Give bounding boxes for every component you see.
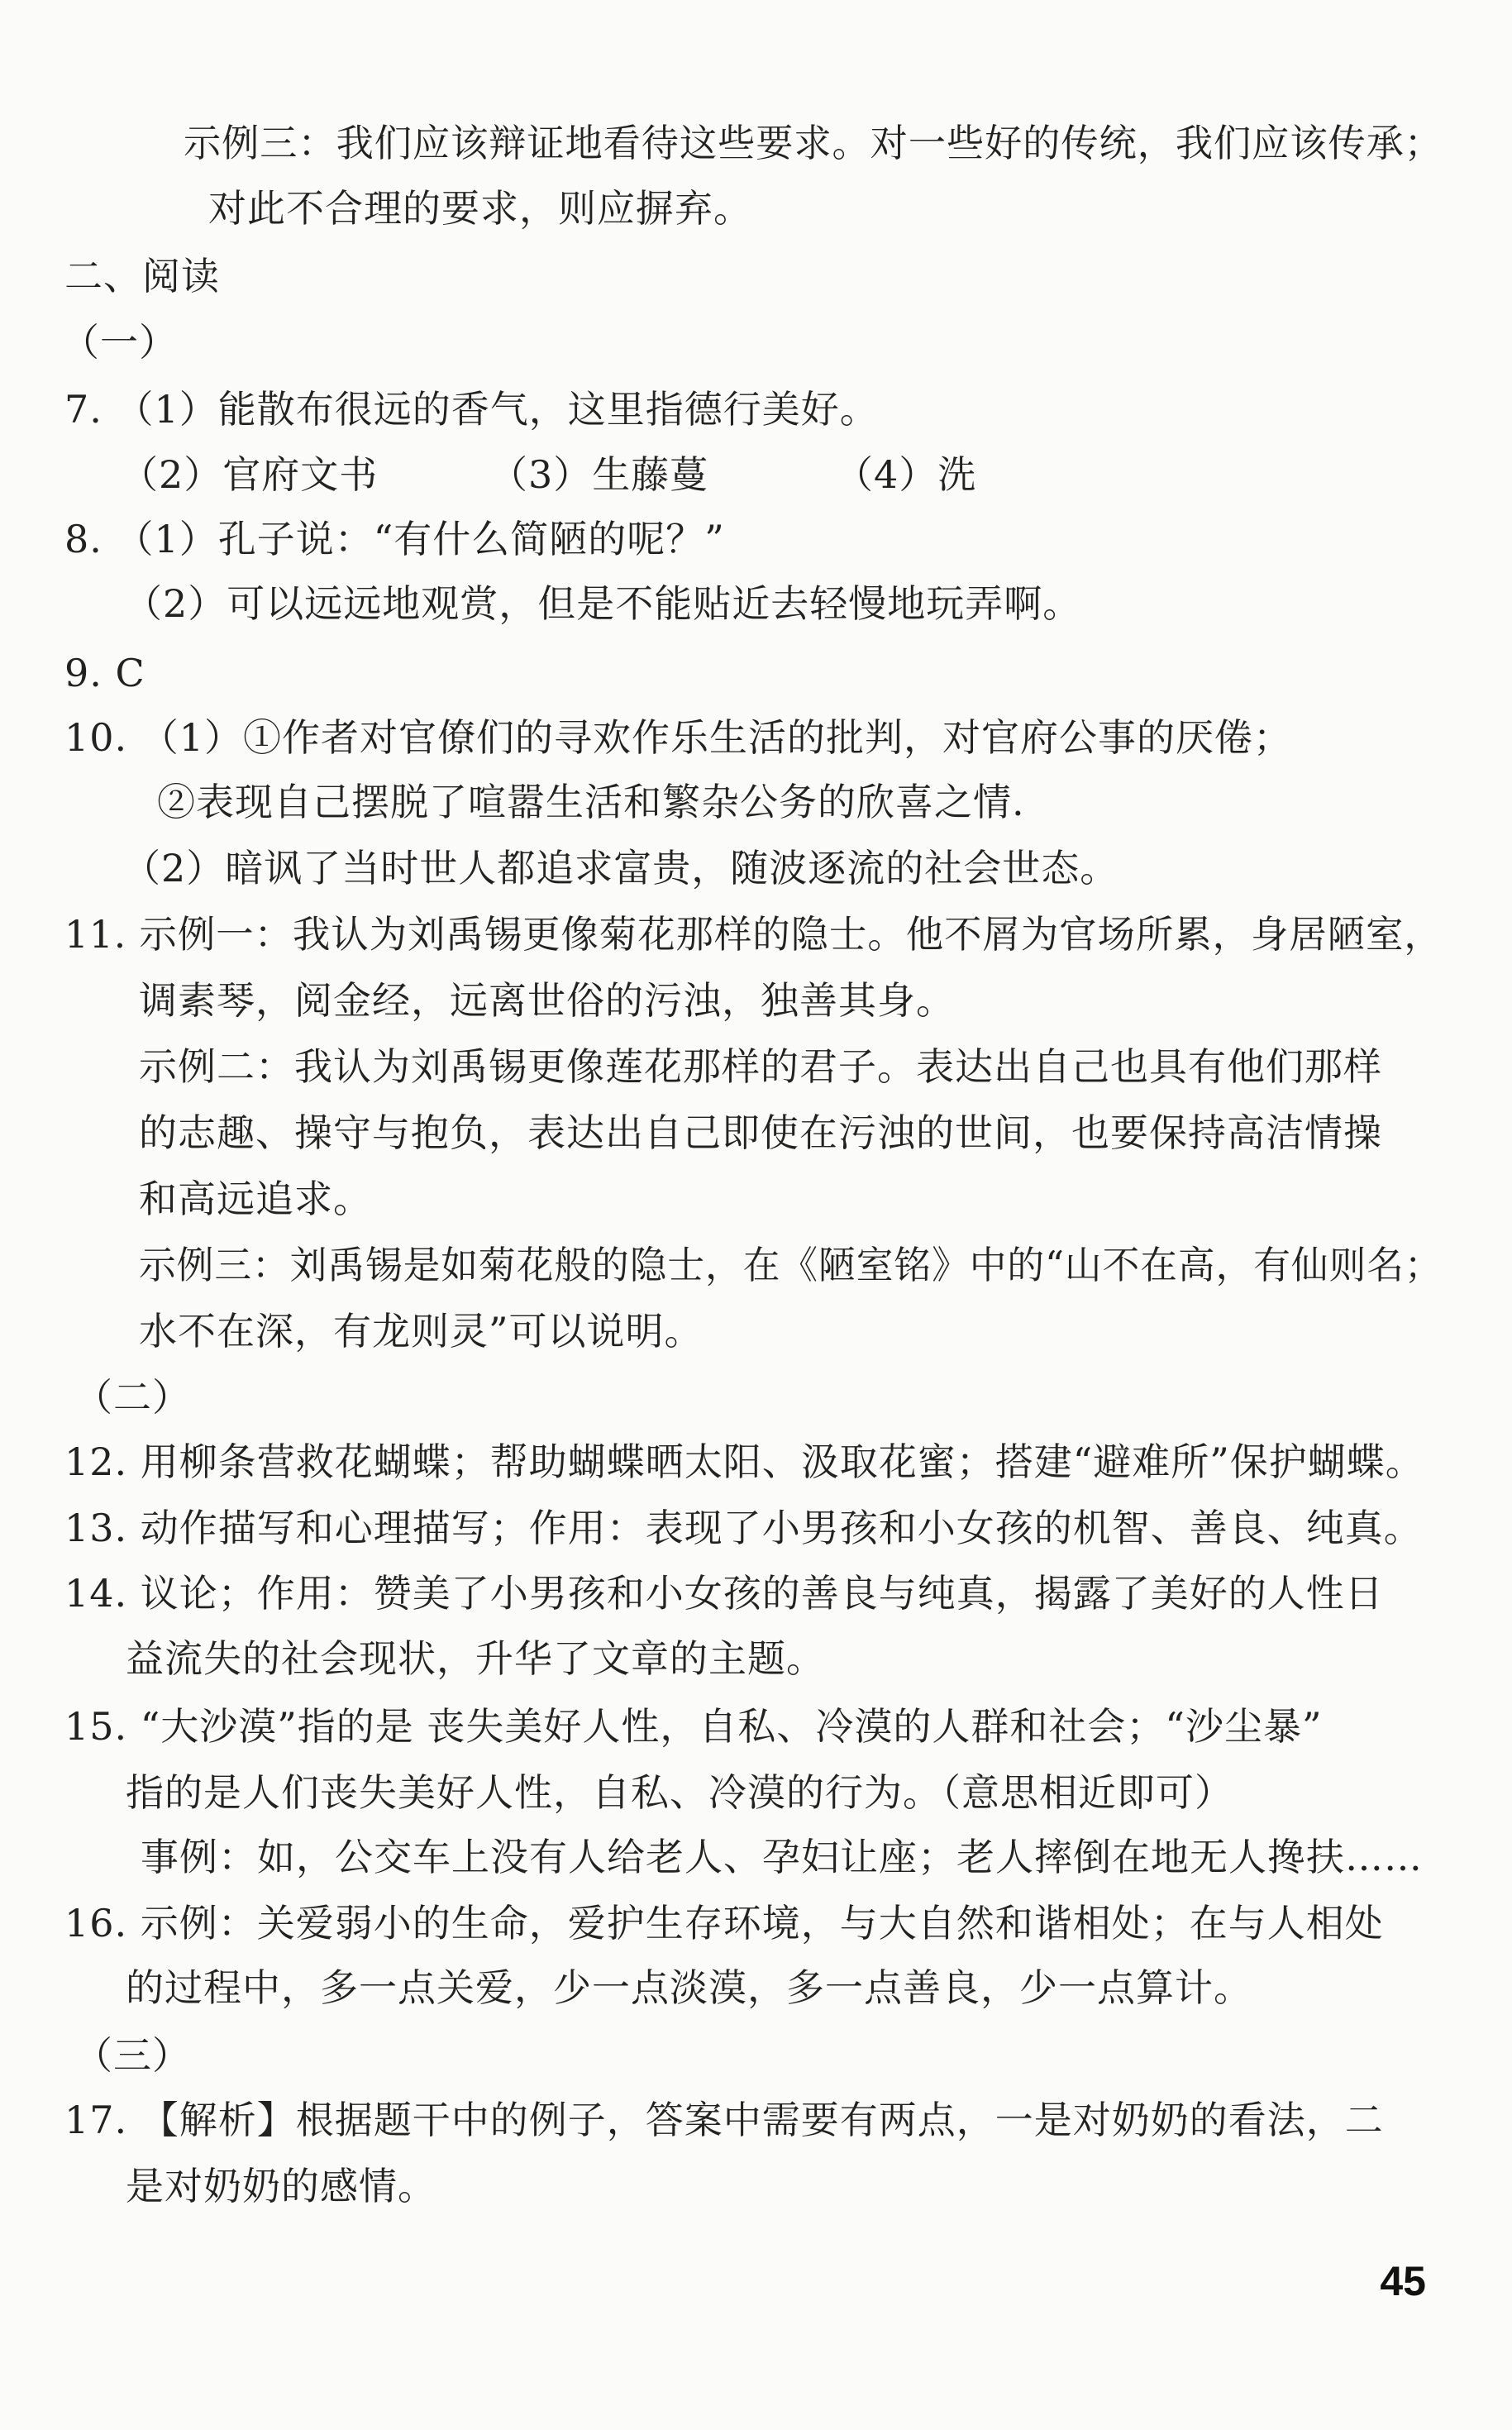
q10-line-3: （2）暗讽了当时世人都追求富贵，随波逐流的社会世态。 <box>122 846 1119 890</box>
q11-line-1: 11. 示例一：我认为刘禹锡更像菊花那样的隐士。他不屑为官场所累，身居陋室， <box>64 912 1443 957</box>
q11-line-2: 调素琴，阅金经，远离世俗的污浊，独善其身。 <box>139 978 955 1023</box>
q9-answer: 9. C <box>64 651 145 695</box>
q16-line-1: 16. 示例：关爱弱小的生命，爱护生存环境，与大自然和谐相处；在与人相处 <box>64 1901 1384 1945</box>
example-three-line-1: 示例三：我们应该辩证地看待这些要求。对一些好的传统，我们应该传承； <box>184 121 1443 165</box>
q10-line-1: 10. （1）①作者对官僚们的寻欢作乐生活的批判，对官府公事的厌倦； <box>64 715 1293 760</box>
q11-line-7: 水不在深，有龙则灵”可以说明。 <box>139 1309 704 1353</box>
q14-line-2: 益流失的社会现状，升华了文章的主题。 <box>126 1636 825 1681</box>
q11-line-6: 示例三：刘禹锡是如菊花般的隐士，在《陋室铭》中的“山不在高，有仙则名； <box>139 1243 1443 1287</box>
q17-line-1: 17. 【解析】根据题干中的例子，答案中需要有两点，一是对奶奶的看法，二 <box>64 2098 1384 2142</box>
section-heading-reading: 二、阅读 <box>64 254 220 298</box>
q10-line-2: ②表现自己摆脱了喧嚣生活和繁杂公务的欣喜之情. <box>157 780 1025 824</box>
subsection-one: （一） <box>61 320 178 365</box>
q16-line-2: 的过程中，多一点关爱，少一点淡漠，多一点善良，少一点算计。 <box>126 1965 1252 2010</box>
q12-answer: 12. 用柳条营救花蝴蝶；帮助蝴蝶晒太阳、汲取花蜜；搭建“避难所”保护蝴蝶。 <box>64 1439 1424 1484</box>
q15-line-1: 15. “大沙漠”指的是 丧失美好人性，自私、冷漠的人群和社会；“沙尘暴” <box>64 1704 1323 1749</box>
q7-line-1: 7. （1）能散布很远的香气，这里指德行美好。 <box>64 387 879 432</box>
q13-answer: 13. 动作描写和心理描写；作用：表现了小男孩和小女孩的机智、善良、纯真。 <box>64 1506 1423 1550</box>
q8-line-2: （2）可以远远地观赏，但是不能贴近去轻慢地玩弄啊。 <box>124 581 1082 626</box>
q15-line-2: 指的是人们丧失美好人性，自私、冷漠的行为。（意思相近即可） <box>126 1770 1233 1815</box>
q8-line-1: 8. （1）孔子说：“有什么简陋的呢？” <box>64 517 725 561</box>
subsection-two: （二） <box>74 1375 191 1420</box>
example-three-line-2: 对此不合理的要求，则应摒弃。 <box>208 186 752 231</box>
q11-line-4: 的志趣、操守与抱负，表达出自己即使在污浊的世间，也要保持高洁情操 <box>139 1110 1382 1155</box>
q15-line-3: 事例：如，公交车上没有人给老人、孕妇让座；老人摔倒在地无人搀扶…… <box>141 1835 1423 1879</box>
q11-line-5: 和高远追求。 <box>139 1177 372 1221</box>
q7-item-2: （2）官府文书 <box>120 452 379 497</box>
q14-line-1: 14. 议论；作用：赞美了小男孩和小女孩的善良与纯真，揭露了美好的人性日 <box>64 1571 1384 1616</box>
q17-line-2: 是对奶奶的感情。 <box>126 2164 436 2208</box>
subsection-three: （三） <box>74 2033 191 2078</box>
page-number: 45 <box>1380 2258 1426 2304</box>
q7-item-4: （4）洗 <box>835 452 977 497</box>
q11-line-3: 示例二：我认为刘禹锡更像莲花那样的君子。表达出自己也具有他们那样 <box>139 1044 1382 1089</box>
q7-item-3: （3）生藤蔓 <box>489 452 709 497</box>
